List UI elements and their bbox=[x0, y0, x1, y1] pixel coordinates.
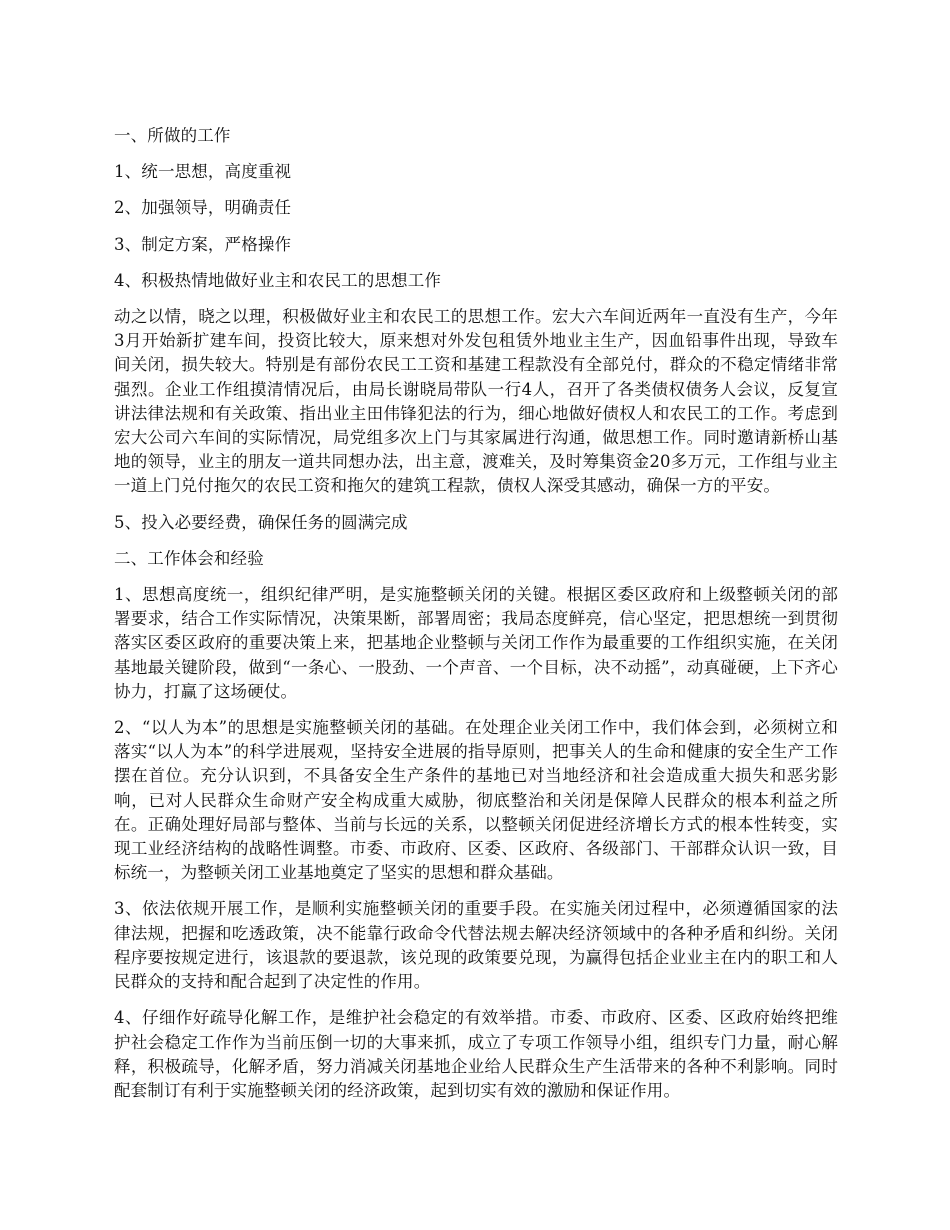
paragraph-ideological-work-detail: 动之以情，晓之以理，积极做好业主和农民工的思想工作。宏大六车间近两年一直没有生产，今年3月开始新扩建车间，投资比较大，原来想对外发包租赁外地业主生产，因血铅事件出现，导致车间关闭，损失较大。特别是有部份农民工工资和基建工程款没有全部兑付，群众的不稳定情绪非常强烈。企业工作组摸清情况后，由局长谢晓局带队一行4人，召开了各类债权债务人会议，反复宣讲法律法规和有关政策、指出业主田伟锋犯法的行为，细心地做好债权人和农民工的工作。考虑到宏大公司六车间的实际情况，局党组多次上门与其家属进行沟通，做思想工作。同时邀请新桥山基地的领导，业主的朋友一道共同想办法，出主意，渡难关，及时筹集资金20多万元，工作组与业主一道上门兑付拖欠的农民工资和拖欠的建筑工程款，债权人深受其感动，确保一方的平安。 bbox=[114, 307, 838, 496]
paragraph-experience-1: 1、思想高度统一，组织纪律严明，是实施整顿关闭的关键。根据区委区政府和上级整顿关闭的部署要求，结合工作实际情况，决策果断，部署周密；我局态度鲜亮，信心坚定，把思想统一到贯彻落实区委区政府的重要决策上来，把基地企业整顿与关闭工作作为最重要的工作组织实施，在关闭基地最关键阶段，做到“一条心、一股劲、一个声音、一个目标，决不动摇”，动真碰硬，上下齐心协力，打赢了这场硬仗。 bbox=[114, 585, 838, 701]
list-item-unify-thinking: 1、统一思想，高度重视 bbox=[114, 162, 292, 182]
paragraph-experience-3: 3、依法依规开展工作，是顺利实施整顿关闭的重要手段。在实施关闭过程中，必须遵循国家的法律法规，把握和吃透政策，决不能靠行政命令代替法规去解决经济领域中的各种矛盾和纠纷。关闭程序要按规定进行，该退款的要退款，该兑现的政策要兑现，为赢得包括企业业主在内的职工和人民群众的支持和配合起到了决定性的作用。 bbox=[114, 899, 838, 992]
document-body bbox=[114, 124, 838, 1115]
list-item-strengthen-leadership: 2、加强领导，明确责任 bbox=[114, 198, 292, 218]
section-heading-work-done: 一、所做的工作 bbox=[114, 126, 231, 145]
list-item-invest-funds: 5、投入必要经费，确保任务的圆满完成 bbox=[114, 512, 408, 532]
section-heading-experience: 二、工作体会和经验 bbox=[114, 548, 264, 568]
paragraph-experience-4: 4、仔细作好疏导化解工作，是维护社会稳定的有效举措。市委、市政府、区委、区政府始终把维护社会稳定工作作为当前压倒一切的大事来抓，成立了专项工作领导小组，组织专门力量，耐心解释，积极疏导，化解矛盾，努力消减关闭基地企业给人民群众生产生活带来的各种不利影响。同时配套制订有利于实施整顿关闭的经济政策，起到切实有效的激励和保证作用。 bbox=[114, 1008, 838, 1100]
paragraph-experience-2: 2、“以人为本”的思想是实施整顿关闭的基础。在处理企业关闭工作中，我们体会到，必须树立和落实“以人为本”的科学进展观，坚持安全进展的指导原则，把事关人的生命和健康的安全生产工作摆在首位。充分认识到，不具备安全生产条件的基地已对当地经济和社会造成重大损失和恶劣影响，已对人民群众生命财产安全构成重大威胁，彻底整治和关闭是保障人民群众的根本利益之所在。正确处理好局部与整体、当前与长远的关系，以整顿关闭促进经济增长方式的根本性转变，实现工业经济结构的战略性调整。市委、市政府、区委、区政府、各级部门、干部群众认识一致，目标统一，为整顿关闭工业基地奠定了坚实的思想和群众基础。 bbox=[114, 718, 838, 883]
list-item-make-plan: 3、制定方案，严格操作 bbox=[114, 234, 292, 254]
list-item-ideological-work: 4、积极热情地做好业主和农民工的思想工作 bbox=[114, 270, 441, 290]
